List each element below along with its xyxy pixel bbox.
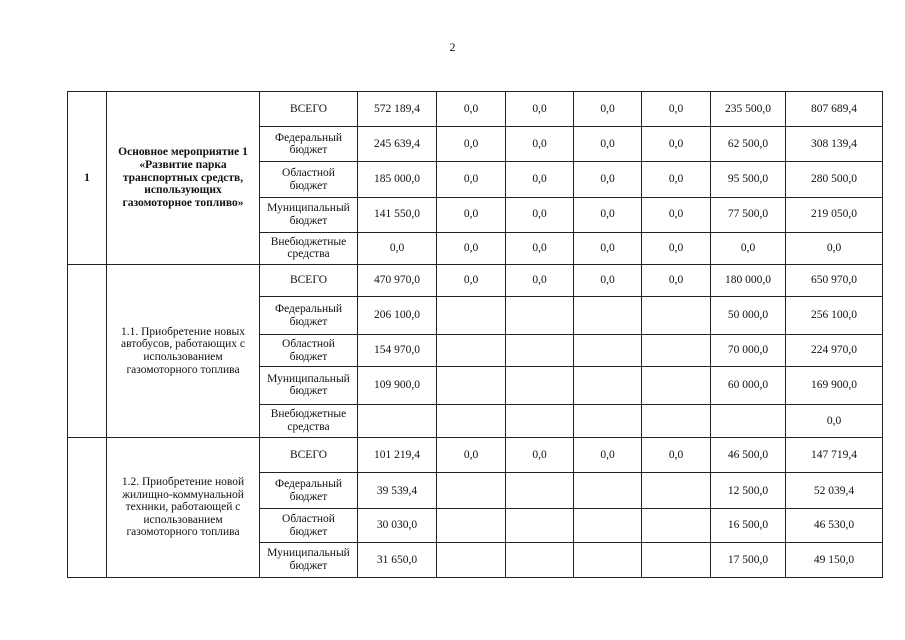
amount-cell: 0,0 xyxy=(506,438,574,473)
amount-cell xyxy=(437,542,506,577)
amount-cell xyxy=(574,509,642,542)
amount-cell: 141 550,0 xyxy=(358,197,437,232)
amount-cell: 0,0 xyxy=(642,265,711,297)
amount-cell: 0,0 xyxy=(437,127,506,162)
funding-source: Областной бюджет xyxy=(260,509,358,542)
amount-cell xyxy=(574,542,642,577)
funding-source: Федеральный бюджет xyxy=(260,127,358,162)
amount-cell: 49 150,0 xyxy=(786,542,883,577)
amount-cell: 154 970,0 xyxy=(358,335,437,366)
amount-cell: 0,0 xyxy=(437,162,506,197)
amount-cell: 17 500,0 xyxy=(711,542,786,577)
amount-cell: 0,0 xyxy=(711,232,786,264)
amount-cell xyxy=(506,335,574,366)
amount-cell: 650 970,0 xyxy=(786,265,883,297)
amount-cell: 0,0 xyxy=(437,92,506,127)
funding-source: Внебюджетные средства xyxy=(260,232,358,264)
amount-cell: 470 970,0 xyxy=(358,265,437,297)
amount-cell: 0,0 xyxy=(437,438,506,473)
amount-cell xyxy=(642,473,711,509)
amount-cell: 147 719,4 xyxy=(786,438,883,473)
section-number xyxy=(68,438,107,578)
table-row xyxy=(68,438,883,473)
amount-cell: 0,0 xyxy=(642,92,711,127)
amount-cell xyxy=(642,542,711,577)
amount-cell: 30 030,0 xyxy=(358,509,437,542)
amount-cell: 0,0 xyxy=(574,127,642,162)
amount-cell: 0,0 xyxy=(786,232,883,264)
funding-source: ВСЕГО xyxy=(260,438,358,473)
amount-cell xyxy=(437,473,506,509)
amount-cell: 308 139,4 xyxy=(786,127,883,162)
amount-cell: 0,0 xyxy=(642,162,711,197)
amount-cell: 0,0 xyxy=(437,265,506,297)
amount-cell: 0,0 xyxy=(786,404,883,437)
amount-cell xyxy=(642,297,711,335)
amount-cell xyxy=(574,335,642,366)
amount-cell xyxy=(574,366,642,404)
amount-cell: 0,0 xyxy=(574,438,642,473)
amount-cell: 101 219,4 xyxy=(358,438,437,473)
section-title: 1.2. Приобретение новой жилищно-коммунальной техники, работающей с использованием газомоторного топлива xyxy=(107,438,260,578)
amount-cell xyxy=(574,404,642,437)
amount-cell: 224 970,0 xyxy=(786,335,883,366)
amount-cell xyxy=(506,509,574,542)
amount-cell xyxy=(574,473,642,509)
funding-source: Муниципальный бюджет xyxy=(260,366,358,404)
amount-cell xyxy=(437,404,506,437)
amount-cell xyxy=(506,473,574,509)
amount-cell xyxy=(574,297,642,335)
funding-source: Областной бюджет xyxy=(260,335,358,366)
funding-source: Федеральный бюджет xyxy=(260,473,358,509)
amount-cell: 46 500,0 xyxy=(711,438,786,473)
amount-cell: 0,0 xyxy=(574,162,642,197)
amount-cell xyxy=(437,366,506,404)
amount-cell: 95 500,0 xyxy=(711,162,786,197)
amount-cell: 235 500,0 xyxy=(711,92,786,127)
amount-cell: 0,0 xyxy=(574,92,642,127)
amount-cell xyxy=(437,335,506,366)
amount-cell xyxy=(642,335,711,366)
funding-source: ВСЕГО xyxy=(260,92,358,127)
amount-cell xyxy=(358,404,437,437)
amount-cell: 807 689,4 xyxy=(786,92,883,127)
amount-cell: 109 900,0 xyxy=(358,366,437,404)
amount-cell: 0,0 xyxy=(642,127,711,162)
amount-cell: 0,0 xyxy=(642,197,711,232)
amount-cell: 12 500,0 xyxy=(711,473,786,509)
amount-cell xyxy=(642,366,711,404)
amount-cell: 0,0 xyxy=(437,232,506,264)
amount-cell: 0,0 xyxy=(506,197,574,232)
amount-cell: 572 189,4 xyxy=(358,92,437,127)
amount-cell: 245 639,4 xyxy=(358,127,437,162)
funding-source: ВСЕГО xyxy=(260,265,358,297)
amount-cell: 0,0 xyxy=(574,265,642,297)
amount-cell: 77 500,0 xyxy=(711,197,786,232)
amount-cell: 0,0 xyxy=(574,197,642,232)
amount-cell: 0,0 xyxy=(506,162,574,197)
funding-source: Внебюджетные средства xyxy=(260,404,358,437)
amount-cell: 185 000,0 xyxy=(358,162,437,197)
amount-cell: 206 100,0 xyxy=(358,297,437,335)
section-number xyxy=(68,265,107,438)
amount-cell: 280 500,0 xyxy=(786,162,883,197)
table-row xyxy=(68,92,883,127)
amount-cell: 52 039,4 xyxy=(786,473,883,509)
amount-cell: 0,0 xyxy=(506,232,574,264)
amount-cell: 0,0 xyxy=(574,232,642,264)
amount-cell xyxy=(642,509,711,542)
funding-source: Муниципальный бюджет xyxy=(260,197,358,232)
amount-cell xyxy=(437,297,506,335)
amount-cell: 0,0 xyxy=(642,438,711,473)
amount-cell xyxy=(642,404,711,437)
amount-cell xyxy=(506,404,574,437)
amount-cell: 50 000,0 xyxy=(711,297,786,335)
budget-table xyxy=(67,91,883,578)
amount-cell: 39 539,4 xyxy=(358,473,437,509)
amount-cell xyxy=(437,509,506,542)
amount-cell: 60 000,0 xyxy=(711,366,786,404)
amount-cell: 219 050,0 xyxy=(786,197,883,232)
amount-cell: 0,0 xyxy=(642,232,711,264)
funding-source: Федеральный бюджет xyxy=(260,297,358,335)
section-title: 1.1. Приобретение новых автобусов, работающих с использованием газомоторного топлива xyxy=(107,265,260,438)
amount-cell: 180 000,0 xyxy=(711,265,786,297)
amount-cell xyxy=(506,297,574,335)
amount-cell: 0,0 xyxy=(437,197,506,232)
amount-cell: 0,0 xyxy=(506,127,574,162)
amount-cell: 0,0 xyxy=(358,232,437,264)
amount-cell: 62 500,0 xyxy=(711,127,786,162)
section-title: Основное мероприятие 1 «Развитие парка транспортных средств, использующих газомоторное топливо» xyxy=(107,92,260,265)
amount-cell: 16 500,0 xyxy=(711,509,786,542)
amount-cell xyxy=(711,404,786,437)
amount-cell: 256 100,0 xyxy=(786,297,883,335)
funding-source: Областной бюджет xyxy=(260,162,358,197)
page-number: 2 xyxy=(449,40,456,54)
amount-cell: 0,0 xyxy=(506,92,574,127)
table-row xyxy=(68,265,883,297)
amount-cell xyxy=(506,542,574,577)
section-number: 1 xyxy=(68,92,107,265)
amount-cell: 46 530,0 xyxy=(786,509,883,542)
amount-cell: 70 000,0 xyxy=(711,335,786,366)
amount-cell: 169 900,0 xyxy=(786,366,883,404)
funding-source: Муниципальный бюджет xyxy=(260,542,358,577)
amount-cell: 0,0 xyxy=(506,265,574,297)
amount-cell xyxy=(506,366,574,404)
amount-cell: 31 650,0 xyxy=(358,542,437,577)
